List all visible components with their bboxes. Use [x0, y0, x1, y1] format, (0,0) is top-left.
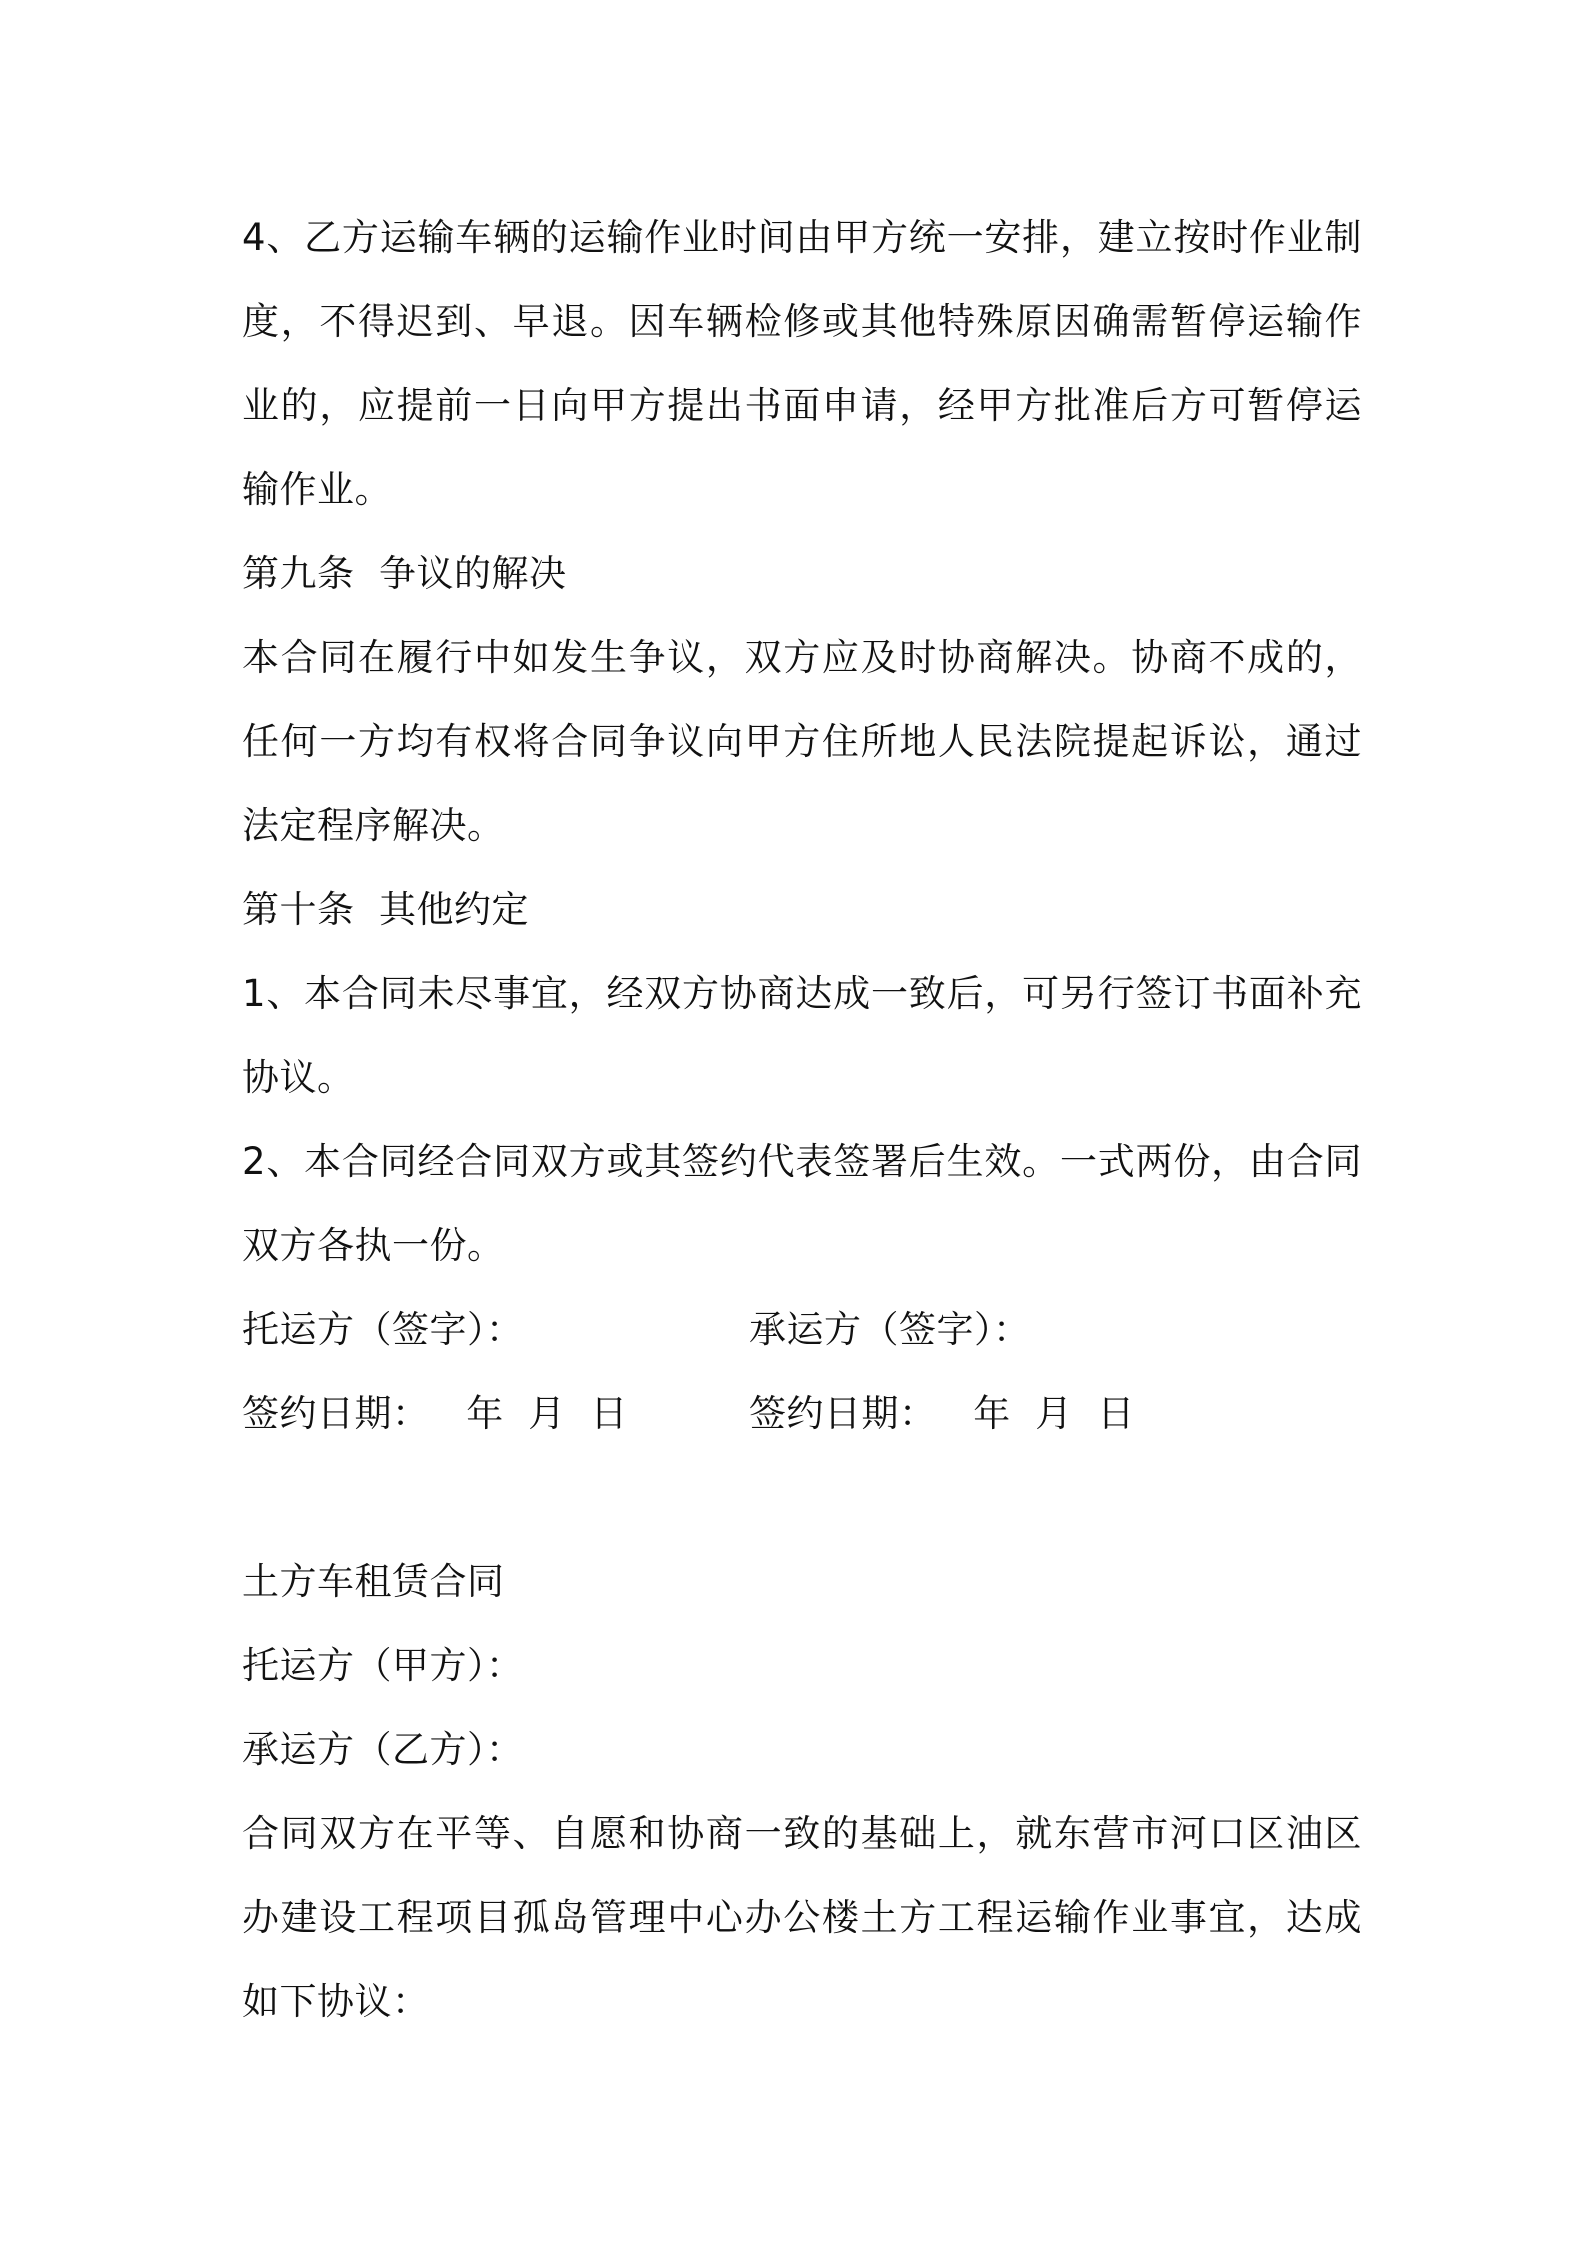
shipper-signing-date: 签约日期： 年 月 日	[242, 1392, 628, 1435]
signature-row	[242, 1288, 1362, 1372]
shipper-signature-label: 托运方（签字）：	[242, 1308, 524, 1351]
carrier-signing-date: 签约日期： 年 月 日	[749, 1392, 1135, 1435]
document-body	[242, 196, 1362, 2044]
article-9-body: 本合同在履行中如发生争议，双方应及时协商解决。协商不成的，任何一方均有权将合同争议向甲方住所地人民法院提起诉讼，通过法定程序解决。	[242, 636, 1362, 847]
contract-title: 土方车租赁合同	[242, 1560, 505, 1603]
signing-date-row	[242, 1372, 1362, 1456]
section-spacer	[242, 1456, 1362, 1540]
article-10-item-2: 2、本合同经合同双方或其签约代表签署后生效。一式两份，由合同双方各执一份。	[242, 1140, 1362, 1267]
article-10-heading: 第十条 其他约定	[242, 888, 530, 931]
clause-8-item-4: 4、乙方运输车辆的运输作业时间由甲方统一安排，建立按时作业制度，不得迟到、早退。因车辆检修或其他特殊原因确需暂停运输作业的，应提前一日向甲方提出书面申请，经甲方批准后方可暂停运输作业。	[242, 216, 1362, 511]
article-10-item-1: 1、本合同未尽事宜，经双方协商达成一致后，可另行签订书面补充协议。	[242, 972, 1362, 1099]
party-a-line: 托运方（甲方）：	[242, 1644, 524, 1687]
carrier-signature-label: 承运方（签字）：	[749, 1308, 1031, 1351]
contract-preamble: 合同双方在平等、自愿和协商一致的基础上，就东营市河口区油区办建设工程项目孤岛管理中心办公楼土方工程运输作业事宜，达成如下协议：	[242, 1812, 1362, 2023]
party-b-line: 承运方（乙方）：	[242, 1728, 524, 1771]
article-9-heading: 第九条 争议的解决	[242, 552, 567, 595]
